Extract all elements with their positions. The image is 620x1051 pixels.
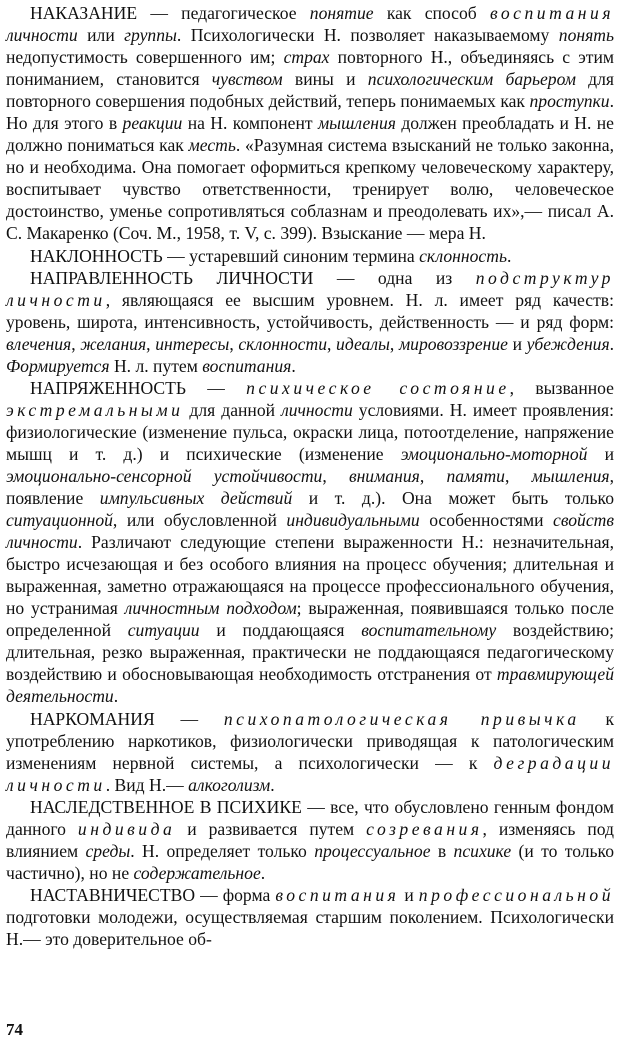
spaced-emphasis: подструктур личности	[6, 267, 614, 310]
italic-term: идеалы	[336, 333, 390, 354]
italic-term: месть	[188, 135, 236, 156]
entry-text: повторного Н., объединяясь с этим пониманием, становится	[6, 47, 614, 90]
spaced-emphasis: воспитания	[489, 3, 614, 23]
entry-headword: НАСТАВНИЧЕСТВО	[30, 884, 196, 905]
entry-text: .	[609, 333, 615, 354]
dictionary-entry	[6, 2, 614, 245]
entry-text: ,	[419, 465, 447, 486]
entry-text: должен преобладать и Н. не должно пониматься как	[6, 113, 614, 156]
italic-term: группы	[124, 25, 177, 46]
spaced-emphasis: экстремальными	[6, 399, 184, 420]
page-number: 74	[6, 1020, 23, 1039]
italic-term: влечения	[6, 333, 72, 354]
entry-text: ,	[146, 333, 156, 354]
entry-text: для данной	[183, 399, 282, 420]
spaced-emphasis: психическое состояние	[246, 377, 510, 398]
spaced-emphasis: созревания	[366, 818, 483, 839]
italic-term: понять	[558, 25, 614, 46]
italic-term: Формируется	[6, 355, 110, 376]
dictionary-entry	[6, 377, 614, 708]
italic-term: воспитательному	[361, 620, 497, 641]
entry-headword: НАСЛЕДСТВЕННОЕ В ПСИХИКЕ	[30, 796, 302, 817]
italic-term: желания	[80, 333, 147, 354]
entry-text: недопустимость совершенного им;	[6, 47, 284, 68]
italic-term: процессуальное	[314, 840, 431, 861]
italic-term: склонности	[238, 333, 327, 354]
entry-headword: НАКЛОННОСТЬ	[30, 245, 163, 266]
dictionary-entry	[6, 884, 614, 950]
entry-text: ,	[229, 333, 239, 354]
entry-text: и поддающаяся	[199, 620, 362, 641]
dictionary-entry	[6, 796, 614, 884]
entry-text: .	[270, 774, 275, 795]
italic-term: психологическим барьером	[367, 69, 576, 90]
entry-text: и развивается путем	[175, 818, 367, 839]
entry-text: —	[185, 377, 247, 398]
italic-term: индивидуальными	[286, 510, 420, 531]
spaced-emphasis: профессиональной	[418, 884, 614, 905]
italic-term: эмоционально-сенсорной устойчивости	[6, 465, 323, 486]
entry-text: в	[430, 840, 454, 861]
italic-term: реакции	[122, 113, 183, 134]
italic-term: мировоззрение	[398, 333, 508, 354]
entry-text: ; выраженная, появившаяся только после определенной	[6, 598, 614, 641]
italic-term: понятие	[309, 3, 374, 23]
entry-text: , вызванное	[509, 377, 614, 398]
entry-text: Н. л. путем	[109, 355, 203, 376]
entry-headword: НАПРАВЛЕННОСТЬ ЛИЧНОСТИ	[30, 267, 314, 288]
entry-headword: НАПРЯЖЕННОСТЬ	[30, 377, 186, 398]
entry-text: к употреблению наркотиков, физиологически приводящая к патологическим изменениям нервной системы, а психологически — к	[6, 708, 614, 773]
italic-term: ситуации	[127, 620, 200, 641]
italic-term: свойств личности	[6, 510, 615, 553]
italic-term: склонность	[419, 245, 507, 266]
italic-term: травмирующей деятельности	[6, 664, 614, 707]
entry-text: ,	[71, 333, 81, 354]
italic-term: убеждения	[526, 333, 610, 354]
italic-term: памяти	[446, 465, 505, 486]
entry-text: .	[291, 355, 296, 376]
dictionary-entry	[6, 708, 614, 796]
italic-term: мышления	[317, 113, 396, 134]
dictionary-entry	[6, 267, 614, 377]
entry-text: .	[260, 862, 266, 883]
italic-term: эмоционально-моторной	[400, 443, 588, 464]
entry-text: подготовки молодежи, осуществляемая старшим поколением. Психологически Н.— это доверительное об-	[6, 906, 614, 949]
entries-column	[6, 2, 614, 950]
entry-text: воздействию; длительная, резко выраженная, практически не поддающаяся педагогическому воздействию и обосновывающая необходимость отстранения от	[6, 620, 614, 685]
entry-text: .	[113, 686, 119, 707]
italic-term: психике	[453, 840, 512, 861]
entry-text: и	[587, 443, 614, 464]
spaced-emphasis: деградации личности	[6, 752, 614, 795]
entry-text: . «Разумная система взысканий не только законна, но и необходима. Она помогает оформиться крепкому человеческому характеру, воспитывает чувство ответственности, тренирует волю, человеческое достоинство, уменье сопротивляться соблазнам и преодолевать их»,— писал А. С. Макаренко (Соч. М., 1958, т. V, с. 399). Взыскание — мера Н.	[6, 135, 614, 244]
entry-headword: НАКАЗАНИЕ	[30, 3, 138, 23]
dictionary-entry	[6, 245, 614, 267]
italic-term: личности	[6, 25, 78, 46]
italic-term: личностным подходом	[124, 598, 297, 619]
entry-text: ,	[504, 465, 532, 486]
italic-term: среды	[85, 840, 131, 861]
italic-term: содержательное	[133, 862, 261, 883]
entry-text: . Психологически Н. позволяет наказываемому	[176, 25, 559, 46]
entry-text: — одна из	[313, 267, 476, 288]
entry-text: , или обусловленной	[112, 510, 287, 531]
entry-text: и	[507, 333, 527, 354]
entry-text: — все, что обусловлено генным фондом данного	[6, 796, 614, 839]
entry-text: , являющаяся ее высшим уровнем. Н. л. имеет ряд качеств: уровень, широта, интенсивность, устойчивость, действенность — и ряд форм:	[6, 289, 614, 332]
entry-text: и т. д.). Она может быть только	[292, 488, 615, 509]
italic-term: личности	[281, 399, 353, 420]
spaced-emphasis: воспитания	[275, 884, 400, 905]
entry-text: . Н. определяет только	[130, 840, 315, 861]
italic-term: страх	[283, 47, 330, 68]
italic-term: чувством	[211, 69, 283, 90]
italic-term: мышления	[531, 465, 610, 486]
entry-text: или	[77, 25, 125, 46]
entry-text: , изменяясь под влиянием	[6, 818, 614, 861]
entry-headword: НАРКОМАНИЯ	[30, 708, 155, 729]
entry-text: условиями. Н. имеет проявления: физиологические (изменение пульса, окраски лица, потоотделение, напряжение мышц и т. д.) и психические (изменение	[6, 399, 614, 464]
entry-text: и	[399, 884, 419, 905]
italic-term: проступки	[529, 91, 610, 112]
entry-text: —	[154, 708, 224, 729]
entry-text: — педагогическое	[137, 3, 310, 23]
entry-text: особенностями	[419, 510, 554, 531]
italic-term: интересы	[155, 333, 230, 354]
entry-text: ,	[327, 333, 337, 354]
entry-text: (и то только частично), но не	[6, 840, 615, 883]
entry-text: на Н. компонент	[182, 113, 318, 134]
entry-text: . Но для этого в	[6, 91, 614, 134]
entry-text: вины и	[282, 69, 368, 90]
entry-text: ,	[389, 333, 399, 354]
entry-text: — форма	[195, 884, 276, 905]
spaced-emphasis: индивида	[77, 818, 176, 839]
italic-term: алкоголизм	[188, 774, 271, 795]
entry-text: , появление	[6, 465, 615, 509]
entry-text: — устаревший синоним термина	[162, 245, 420, 266]
entry-text: ,	[322, 465, 349, 486]
entry-text: .	[506, 245, 512, 266]
italic-term: внимания	[348, 465, 420, 486]
entry-text: . Различают следующие степени выраженности Н.: незначительная, быстро исчезающая и без особого влияния на процесс обучения; длительная и выраженная, заметно отражающаяся на процессе профессионального обучения, но устранимая	[6, 532, 614, 619]
entry-text: . Вид Н.—	[105, 774, 189, 795]
entry-text: как способ	[373, 3, 490, 23]
italic-term: воспитания	[202, 355, 292, 376]
italic-term: импульсивных действий	[99, 488, 293, 509]
entry-text: для повторного совершения подобных действий, теперь понимаемых как	[6, 69, 614, 112]
italic-term: ситуационной	[6, 510, 113, 531]
spaced-emphasis: психопатологическая привычка	[223, 708, 580, 729]
